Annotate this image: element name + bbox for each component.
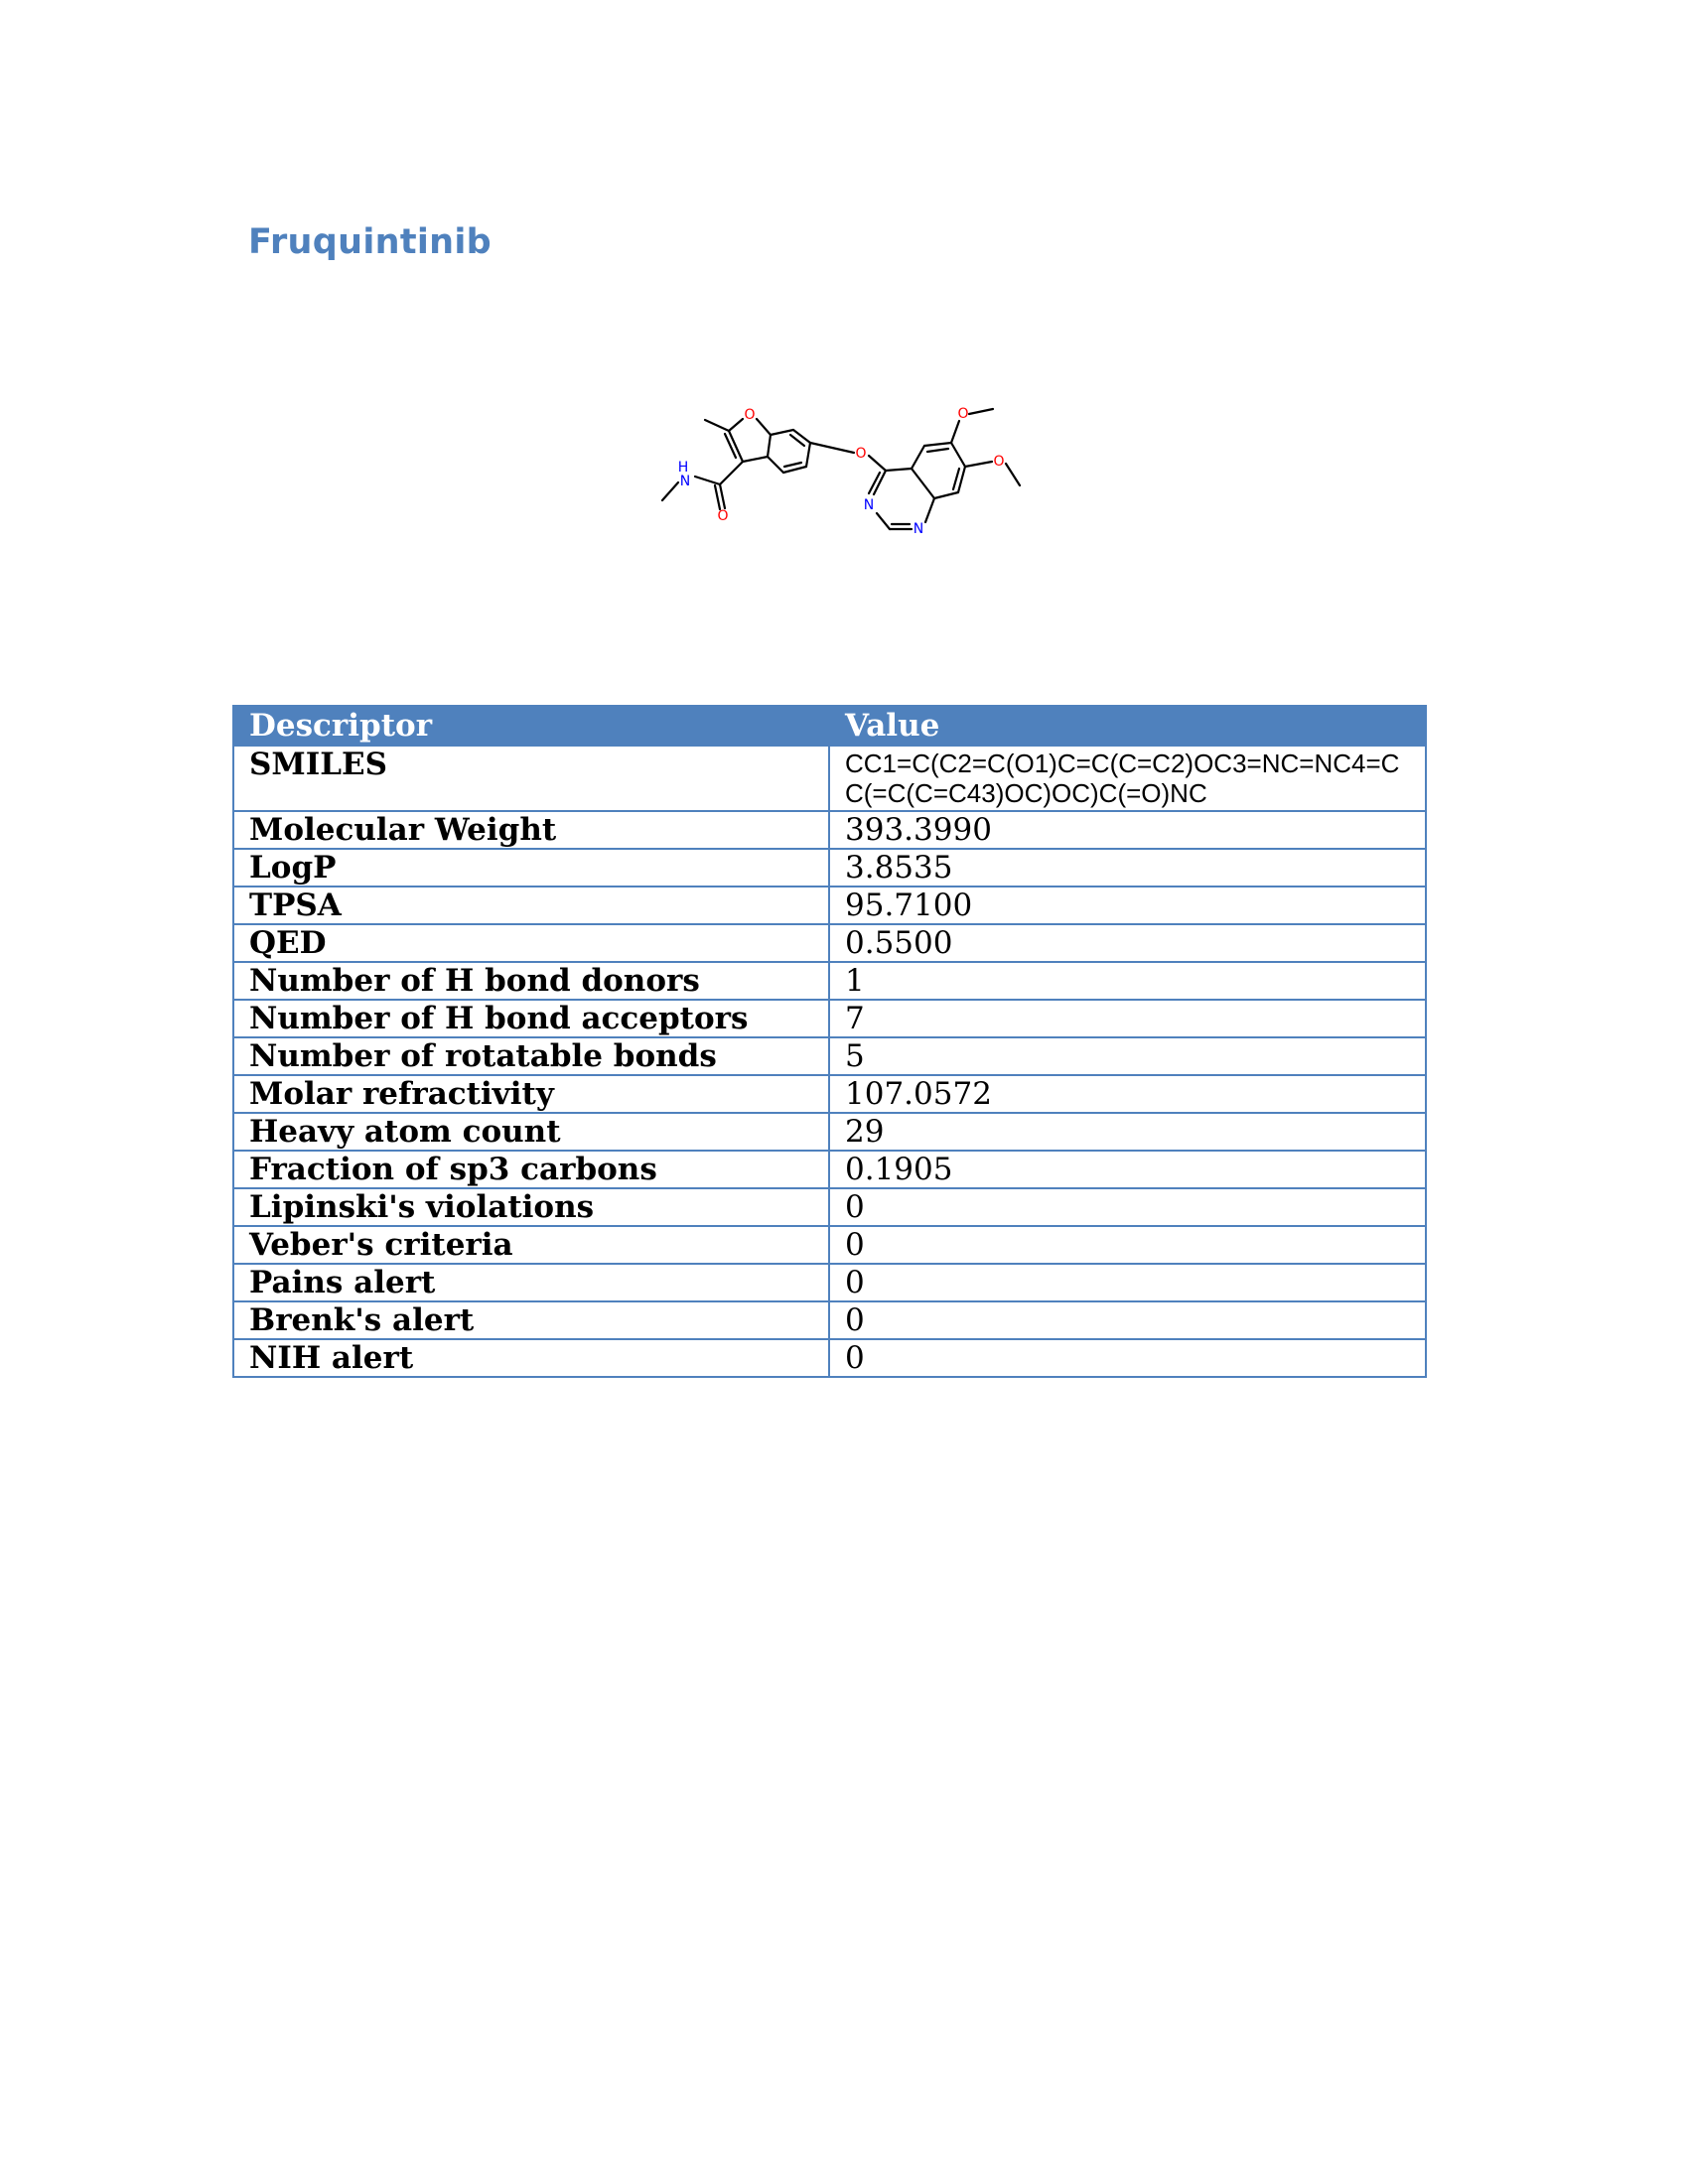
- descriptor-name: Lipinski's violations: [233, 1188, 829, 1226]
- bond: [934, 492, 958, 498]
- descriptor-name: LogP: [233, 849, 829, 887]
- descriptor-value: 393.3990: [829, 811, 1426, 849]
- bond: [912, 446, 924, 469]
- descriptor-value: 7: [829, 1000, 1426, 1037]
- atom-label: H: [677, 460, 689, 476]
- descriptor-name: Number of H bond donors: [233, 962, 829, 1000]
- bond: [951, 421, 959, 443]
- descriptor-name: NIH alert: [233, 1339, 829, 1377]
- descriptor-name: Heavy atom count: [233, 1113, 829, 1151]
- molecule-structure-diagram: [655, 397, 1033, 546]
- bond: [757, 419, 771, 435]
- descriptor-name: Number of rotatable bonds: [233, 1037, 829, 1075]
- descriptor-name: Molecular Weight: [233, 811, 829, 849]
- descriptor-value: 5: [829, 1037, 1426, 1075]
- descriptor-value: 3.8535: [829, 849, 1426, 887]
- bond: [725, 434, 736, 458]
- table-row: [233, 849, 1426, 887]
- table-row: [233, 924, 1426, 962]
- document-title: Fruquintinib: [248, 222, 492, 262]
- descriptor-name: SMILES: [233, 746, 829, 811]
- descriptor-value: 0.1905: [829, 1151, 1426, 1188]
- descriptor-value: 0.5500: [829, 924, 1426, 962]
- bond: [720, 484, 725, 508]
- bond: [924, 443, 951, 446]
- descriptor-value: 0: [829, 1339, 1426, 1377]
- table-row: [233, 746, 1426, 811]
- atom-label: O: [957, 406, 969, 422]
- descriptor-value: 29: [829, 1113, 1426, 1151]
- bond: [965, 462, 992, 467]
- bond: [806, 443, 810, 467]
- descriptor-name: Brenk's alert: [233, 1301, 829, 1339]
- descriptor-name: Pains alert: [233, 1264, 829, 1301]
- table-row: [233, 1075, 1426, 1113]
- atom-label: N: [679, 474, 691, 489]
- table-row: [233, 1113, 1426, 1151]
- bond: [953, 469, 959, 489]
- descriptor-value: 0: [829, 1264, 1426, 1301]
- bond: [869, 456, 886, 471]
- descriptor-value: 0: [829, 1188, 1426, 1226]
- bond: [969, 409, 993, 414]
- bond: [925, 498, 934, 522]
- descriptor-value: 95.7100: [829, 887, 1426, 924]
- bond: [715, 485, 720, 509]
- descriptor-name: Number of H bond acceptors: [233, 1000, 829, 1037]
- table-row: [233, 811, 1426, 849]
- table-row: [233, 962, 1426, 1000]
- descriptor-value: 0: [829, 1301, 1426, 1339]
- descriptor-table: [232, 705, 1427, 1378]
- table-row: [233, 1226, 1426, 1264]
- bond: [784, 463, 801, 467]
- bond: [705, 420, 729, 431]
- table-row: [233, 1000, 1426, 1037]
- bond: [951, 443, 965, 467]
- descriptor-name: Veber's criteria: [233, 1226, 829, 1264]
- bond: [768, 457, 783, 473]
- bond: [1006, 464, 1020, 485]
- bond: [793, 430, 810, 443]
- atom-label: O: [717, 508, 729, 524]
- bond: [783, 467, 806, 473]
- descriptor-value: 107.0572: [829, 1075, 1426, 1113]
- table-row: [233, 1264, 1426, 1301]
- descriptor-value: 1: [829, 962, 1426, 1000]
- descriptor-value: CC1=C(C2=C(O1)C=C(C=C2)OC3=NC=NC4=CC(=C(C=C43)OC)OC)C(=O)NC: [829, 746, 1426, 811]
- table-row: [233, 1339, 1426, 1377]
- atom-label: O: [855, 446, 867, 462]
- descriptor-column-header: Descriptor: [233, 706, 829, 746]
- bond: [869, 473, 880, 493]
- value-column-header: Value: [829, 706, 1426, 746]
- bond: [886, 469, 912, 471]
- bond: [927, 449, 948, 452]
- atom-label: O: [993, 454, 1005, 470]
- molecule-bonds: [662, 409, 1020, 529]
- table-row: [233, 1301, 1426, 1339]
- descriptor-value: 0: [829, 1226, 1426, 1264]
- atom-label: O: [744, 407, 756, 423]
- table-row: [233, 1037, 1426, 1075]
- table-header-row: [233, 706, 1426, 746]
- atom-labels: [678, 406, 1005, 537]
- descriptor-name: Fraction of sp3 carbons: [233, 1151, 829, 1188]
- atom-label: N: [863, 497, 875, 513]
- bond: [662, 482, 678, 500]
- table-row: [233, 1151, 1426, 1188]
- descriptor-name: Molar refractivity: [233, 1075, 829, 1113]
- bond: [729, 419, 743, 431]
- descriptor-name: QED: [233, 924, 829, 962]
- table-row: [233, 1188, 1426, 1226]
- bond: [768, 435, 771, 457]
- bond: [743, 457, 768, 462]
- bond: [877, 513, 890, 529]
- bond: [912, 469, 934, 498]
- bond: [810, 443, 854, 453]
- bond: [695, 477, 720, 484]
- table-row: [233, 887, 1426, 924]
- bond: [720, 462, 743, 484]
- descriptor-name: TPSA: [233, 887, 829, 924]
- atom-label: N: [913, 521, 924, 537]
